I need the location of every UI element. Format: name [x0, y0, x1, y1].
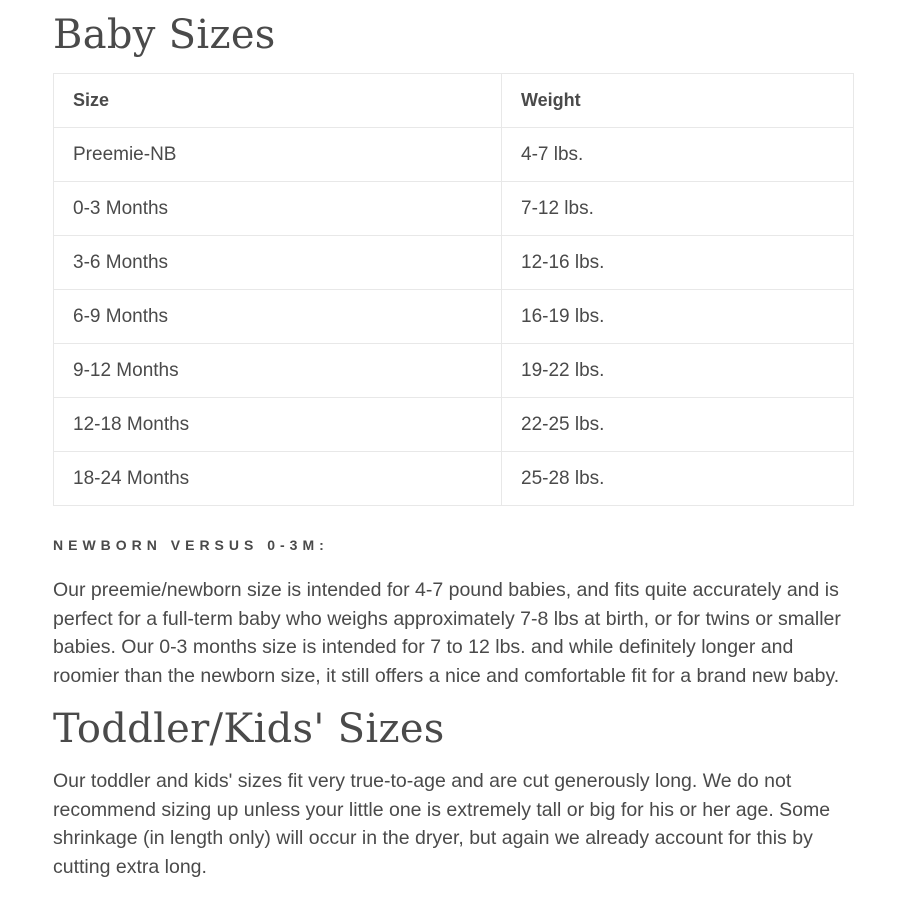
size-cell: Preemie-NB [54, 128, 502, 182]
size-cell: 9-12 Months [54, 344, 502, 398]
table-row [54, 398, 854, 452]
toddler-sizes-title: Toddler/Kids' Sizes [53, 706, 445, 752]
table-row [54, 452, 854, 506]
weight-cell: 19-22 lbs. [502, 344, 854, 398]
table-row [54, 290, 854, 344]
table-row [54, 344, 854, 398]
baby-sizes-title: Baby Sizes [53, 12, 276, 58]
weight-cell: 7-12 lbs. [502, 182, 854, 236]
table-header-row [54, 74, 854, 128]
table-row [54, 182, 854, 236]
weight-cell: 12-16 lbs. [502, 236, 854, 290]
size-cell: 0-3 Months [54, 182, 502, 236]
weight-cell: 25-28 lbs. [502, 452, 854, 506]
baby-size-table [53, 73, 854, 506]
table-row [54, 236, 854, 290]
weight-cell: 4-7 lbs. [502, 128, 854, 182]
toddler-paragraph: Our toddler and kids' sizes fit very true-to-age and are cut generously long. We do not recommend sizing up unless your little one is extremely tall or big for his or her age. Some shrinkage (in length only) will occur in the dryer, but again we already account for this by cutting extra long. [53, 770, 831, 878]
newborn-versus-subheading: NEWBORN VERSUS 0-3M: [53, 537, 329, 553]
size-cell: 3-6 Months [54, 236, 502, 290]
table-row [54, 128, 854, 182]
size-cell: 12-18 Months [54, 398, 502, 452]
size-cell: 6-9 Months [54, 290, 502, 344]
weight-cell: 22-25 lbs. [502, 398, 854, 452]
weight-column-header: Weight [502, 74, 854, 128]
weight-cell: 16-19 lbs. [502, 290, 854, 344]
size-column-header: Size [54, 74, 502, 128]
newborn-paragraph: Our preemie/newborn size is intended for 4-7 pound babies, and fits quite accurately and is perfect for a full-term baby who weighs approximately 7-8 lbs at birth, or for twins or smaller babies. Our 0-3 months size is intended for 7 to 12 lbs. and while definitely longer and roomier than the newborn size, it still offers a nice and comfortable fit for a brand new baby. [53, 579, 841, 687]
size-cell: 18-24 Months [54, 452, 502, 506]
